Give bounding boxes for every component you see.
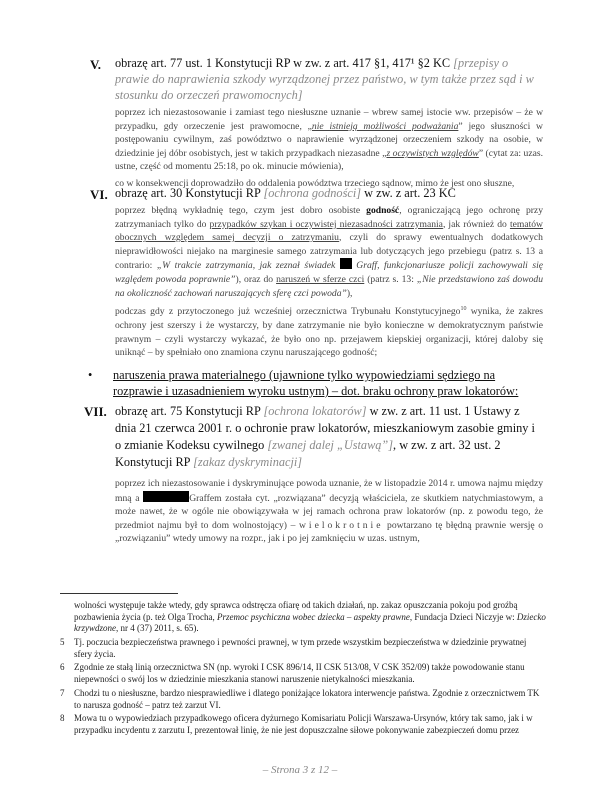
italic-quote: Graff, funkcjonariusze policji zachowywali się względem powoda poprawnie” <box>115 260 543 285</box>
underlined-text: przypadków szykan i oczywistej niezasadności zatrzymania <box>209 218 443 230</box>
bullet-icon: • <box>88 368 93 382</box>
footnote-continuation <box>60 600 546 635</box>
text-span: , jak również do <box>442 218 510 230</box>
section-v-heading-text: obrazę art. 77 ust. 1 Konstytucji RP w zw. z art. 417 §1, 417¹ §2 KC <box>115 56 451 70</box>
bold-term: godność <box>366 205 400 216</box>
section-vii-heading-text: obrazę art. 75 Konstytucji RP <box>115 404 261 418</box>
underlined-text: tematów obocznych względem samej decyzji o zatrzymaniu <box>115 218 543 244</box>
text-span: powtarzano tę błędną prawnie wersję o „rozwiązaniu” wtedy umowy na rozpr., jak i po jej zamknięciu w uzas. ustnym, <box>115 519 544 545</box>
section-vii-heading-text-2: w zw. z art. 11 ust. 1 Ustawy z dnia 21 czerwca 2001 r. o ochronie praw lokatorów, mieszkaniowym zasobie gminy i o zmianie Kodeksu cywilnego <box>115 404 535 452</box>
text-span: , ograniczającą jego ochronę przy zatrzymaniach tylko do <box>115 205 543 230</box>
section-numeral-vii: VII. <box>84 404 107 419</box>
italic-title: Dziecko krzywdzone <box>74 611 546 633</box>
footnote-text <box>74 600 546 635</box>
italic-title: Przemoc psychiczna wobec dziecka – aspekty prawne <box>216 611 410 622</box>
redaction-block <box>143 491 189 502</box>
italic-quote: „W trakcie zatrzymania, jak zeznał świadek <box>156 260 340 272</box>
underlined-quote: z oczywistych względów <box>386 147 479 159</box>
footnote-separator <box>60 593 178 594</box>
footnote-number: 7 <box>60 688 65 698</box>
section-v-body <box>115 106 543 191</box>
section-vi <box>115 185 543 363</box>
material-law-bullet <box>88 367 544 399</box>
footnote-number: 5 <box>60 637 65 647</box>
text-span: poprzez błędną wykładnię tego, czym jest dobro osobiste <box>115 205 367 216</box>
section-vii-paragraph-1 <box>115 477 543 546</box>
text-span: wolności występuje także wtedy, gdy sprawca odstręcza ofiarę od takich działań, np. zakaz opuszczania pokoju pod groźbą pozbawienia życia (p. też Olga Trocha, <box>74 600 518 622</box>
footnote-number: 8 <box>60 713 65 723</box>
section-v-heading-note: [przepisy o prawie do naprawienia szkody wyrządzonej przez państwo, w tym także przez sąd i w stosunku do orzeczeń prawomocnych] <box>115 56 534 102</box>
text-span: , czyli do sprawy ewentualnych dodatkowych nieprawidłowości niejako na marginesie samego zatrzymania lub dotyczących jego przebiegu (patrz s. 13 a contrario: <box>115 232 543 272</box>
bullet-text: naruszenia prawa materialnego (ujawnione tylko wypowiedziami sędziego na rozprawie i uzasadnieniem wyroku ustnym) – dot. braku ochrony praw lokatorów: <box>113 368 519 398</box>
section-v-paragraph-1 <box>115 106 543 174</box>
text-span: poprzez ich niezastosowanie i dyskryminujące powoda uznanie, że w listopadzie 2014 r. umowa najmu między mną a <box>115 478 543 504</box>
text-span: podczas gdy z przytoczonego już wcześniej orzecznictwa Trybunału Konstytucyjnego <box>115 306 461 318</box>
text-span: poprzez ich niezastosowanie i zamiast tego niesłuszne uznanie – wbrew samej istocie ww. przepisów – że w przypadku, gdy orzeczenie jest prawomocne, „ <box>115 107 543 132</box>
underlined-text: naruszeń w sferze czci <box>276 273 365 285</box>
spaced-emphasis: wielokrotnie <box>298 519 384 531</box>
footnote-text: Mowa tu o wypowiedziach przypadkowego oficera dyżurnego Komisariatu Policji Warszawa-Ursynów, który tak samo, jak i w przypadku incydentu z zarzutu I, prezentował linię, że nie jest dopuszczalne siłowe pokonywanie zabezpieczeń domu przez <box>74 713 533 735</box>
text-span: ” jego słuszności w postępowaniu cywilnym, zaś powództwo o naprawienie wyrządzonej orzeczeniem szkody na osobie, w dziedzinie jej dóbr osobistych, jest w takich przypadkach niezasadne „ <box>115 120 543 159</box>
section-vi-paragraph-2 <box>115 303 543 360</box>
text-span: ), <box>346 287 353 299</box>
section-numeral-v: V. <box>90 57 101 72</box>
footnote-text: Tj. poczucia bezpieczeństwa prawnego i pewności prawnej, w tym przede wszystkim bezpieczeństwa w dziedzinie prywatnej sfery życia. <box>74 637 527 659</box>
section-vii-heading <box>115 403 543 471</box>
section-v <box>115 55 543 194</box>
footnote-7 <box>60 688 546 711</box>
section-vii <box>115 403 543 549</box>
section-v-heading <box>115 55 543 103</box>
footnote-5 <box>60 637 546 660</box>
footnote-ref[interactable]: 10 <box>460 306 467 313</box>
text-span: ), oraz do <box>235 273 277 285</box>
footnote-text: Chodzi tu o niesłuszne, bardzo niesprawiedliwe i dlatego poniżające lokatora interwencje państwa. Zgodnie z orzecznictwem TK to narusza godność – patrz też zarzut VI. <box>74 688 540 710</box>
section-numeral-vi: VI. <box>90 187 108 202</box>
redaction-block <box>340 258 352 269</box>
text-span: , Fundacja Dzieci Niczyje w: <box>409 611 517 622</box>
section-vii-heading-note: [ochrona lokatorów] <box>263 404 367 418</box>
footnote-6 <box>60 662 546 685</box>
section-v-paragraph-2: co w konsekwencji doprowadziło do oddalenia powództwa trzeciego sądnow, mimo że jest ono słuszne, <box>115 177 515 189</box>
text-span: wynika, że zakres ochrony jest szerszy i że wystarczy, by dane zatrzymanie nie było konieczne w demokratycznym państwie prawnym – czyli wystarczy wykazać, że było ono np. przejawem kiepskiej organizacji, której daloby się uniknąć – by spełniało ono znamiona czynu naruszającego godność; <box>115 306 543 359</box>
section-vi-heading <box>115 185 543 201</box>
italic-quote: „Nie przedstawiono zaś dowodu na okoliczność zachowań naruszających sferę czci powoda” <box>115 273 543 299</box>
page-number-footer: – Strona 3 z 12 – <box>262 764 338 776</box>
section-vi-body <box>115 204 543 360</box>
text-span: Graffem została cyt. „rozwiązana” decyzją właściciela, ze skutkiem natychmiastowym, a może nawet, że w ogóle nie obowiązywała w jej ramach ochrona praw lokatorów (np. z powodu tego, że przedmiot najmu był to dom wolnostojący) – <box>115 492 544 531</box>
footnote-text: Zgodnie ze stałą linią orzecznictwa SN (np. wyroki I CSK 896/14, II CSK 513/08, V CSK 352/09) także powodowanie stanu niepewności o swój los w dziedzinie mieszkania stanowi naruszenie nietykalności mieszkania. <box>74 662 525 684</box>
section-vi-paragraph-1 <box>115 204 543 300</box>
section-vi-heading-text: obrazę art. 30 Konstytucji RP <box>115 186 261 200</box>
section-vii-body <box>115 477 543 546</box>
text-span: , nr 4 (37) 2011, s. 65). <box>116 623 199 633</box>
section-vi-heading-note: [ochrona godności] <box>263 186 362 200</box>
section-vii-heading-note-3: [zakaz dyskryminacji] <box>193 455 303 469</box>
footnote-8 <box>60 713 546 736</box>
text-span: ” (cytat za: uzas. ustne, część od momentu 25:18, po ok. minucie mówienia), <box>115 147 543 173</box>
section-vii-heading-text-3: , w zw. z art. 32 ust. 2 Konstytucji RP <box>115 438 501 469</box>
section-vii-heading-note-2: [zwanej dalej „Ustawą”] <box>267 438 394 452</box>
underlined-quote: nie istnieją możliwości podważania <box>311 120 459 132</box>
footnote-number: 6 <box>60 662 65 672</box>
section-vi-heading-text-2: w zw. z art. 23 KC <box>364 186 456 200</box>
text-span: (patrz s. 13: <box>364 273 417 285</box>
